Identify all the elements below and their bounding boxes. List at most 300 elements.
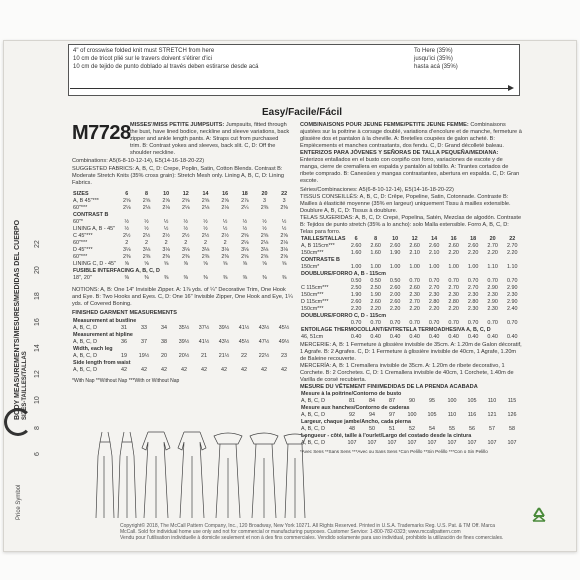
table-cell: 2.30: [428, 292, 440, 298]
size-header-label: TAILLES/TALLAS: [301, 236, 346, 242]
row-label: A, B, C, D: [73, 339, 97, 345]
table-cell: 126: [507, 412, 517, 418]
table-row: [72, 268, 294, 275]
table-cell: 37½: [198, 325, 210, 331]
english-combinations: Combinations: A5(6-8-10-12-14), E5(14-16-18-20-22): [72, 158, 205, 164]
table-cell: 2.70: [487, 243, 498, 249]
table-cell: 2: [203, 240, 207, 246]
english-notions: NOTIONS: A, B: One 14" Invisible Zipper. A: 1⅞ yds. of ¼" Decorative Trim, One Hook and Eye. B: Two Hooks and Eyes. C, D: One 16" Invisible Zipper, One Hook and Eye, 1¼ yds. of Covered Boning.: [72, 287, 293, 307]
table-cell: 39½: [178, 339, 190, 345]
table-cell: 2.70: [428, 285, 440, 291]
table-cell: 21½: [218, 353, 230, 359]
english-nap-note: *With Nap **Without Nap ***With or Without Nap: [72, 378, 180, 384]
table-cell: 38: [161, 339, 167, 345]
table-cell: ½: [203, 226, 208, 232]
table-cell: ½: [242, 219, 248, 225]
table-cell: 1.90: [370, 292, 381, 298]
row-label: Longueur - côté, taille à l'ourlet/Largo del costado desde la cintura: [301, 433, 472, 439]
row-label: Largeur, chaque jambe/Ancho, cada pierna: [301, 419, 411, 425]
size-header-cell: 8: [144, 191, 148, 197]
table-cell: 1.00: [350, 264, 362, 270]
table-row: [300, 278, 522, 285]
table-cell: 57: [489, 426, 495, 432]
table-cell: 2: [223, 240, 227, 246]
table-cell: 0.50: [370, 278, 381, 284]
stretch-to-here-es: hasta acá (35%): [414, 64, 458, 70]
table-cell: 2.60: [370, 299, 381, 305]
table-cell: 50: [369, 426, 375, 432]
table-cell: 2⅜: [280, 205, 288, 211]
table-cell: 1.00: [448, 264, 459, 270]
table-cell: 2⅜: [142, 254, 151, 260]
table-cell: 97: [389, 412, 395, 418]
table-cell: 2.90: [506, 285, 518, 291]
table-cell: 107: [427, 440, 437, 446]
table-row: [300, 320, 522, 327]
table-cell: 19: [121, 353, 127, 359]
figure-a-front: [96, 432, 114, 518]
table-cell: 2½: [142, 233, 151, 239]
row-label: FUSIBLE INTERFACING A, B, C, D: [73, 268, 160, 274]
table-cell: 49½: [278, 339, 290, 345]
table-cell: 39½: [218, 325, 230, 331]
side-size-number: 6: [34, 452, 41, 456]
table-cell: 2.00: [389, 292, 401, 298]
table-cell: 2⅝: [241, 233, 249, 239]
table-cell: 100: [447, 398, 457, 404]
table-cell: 51: [389, 426, 395, 432]
row-label: Width, each leg: [73, 346, 113, 352]
table-cell: ⅝: [281, 261, 287, 267]
size-header-cell: 12: [411, 236, 418, 242]
row-label: Mesure à la poitrine/Contorno de busto: [301, 391, 402, 397]
row-label: CONTRAST B: [73, 212, 109, 218]
garment-line-drawings: [92, 428, 307, 520]
table-cell: ½: [262, 219, 267, 225]
table-cell: ⅝: [203, 261, 208, 267]
stretch-to-here-fr: jusqu'ici (35%): [414, 56, 453, 62]
table-row: [72, 205, 294, 212]
table-row: [72, 247, 294, 254]
footer-line-3: Vendu pour l'utilisation individuelle à domicile seulement et non à des fins commerciales. Vendido solamente para uso individual, prohibido la utilización de fines comerciales.: [120, 535, 504, 541]
side-label: BODY MEASUREMENTS/MESURES/MEDIDAS DEL CUERPO: [14, 219, 21, 420]
table-cell: 2.20: [487, 250, 498, 256]
table-row: [72, 318, 294, 325]
table-header-row: [72, 191, 294, 198]
table-cell: 2⅛: [221, 205, 229, 211]
table-cell: 0.40: [350, 334, 362, 340]
table-cell: 2⅜: [260, 205, 269, 211]
table-cell: 3⅛: [201, 247, 210, 253]
row-label: A, B, C, D: [73, 367, 97, 373]
table-cell: 1.60: [350, 250, 362, 256]
side-size-number: 12: [34, 370, 41, 378]
row-label: 60"*: [73, 219, 84, 225]
table-cell: 3: [282, 198, 286, 204]
table-cell: 105: [427, 412, 437, 418]
table-cell: 1.90: [350, 292, 362, 298]
table-cell: 41½: [198, 339, 210, 345]
table-cell: 2⅛: [123, 205, 131, 211]
recycle-icon: [528, 505, 550, 527]
table-cell: 2½: [221, 233, 229, 239]
table-cell: 2⅝: [221, 198, 229, 204]
table-cell: 56: [469, 426, 475, 432]
table-row: [300, 327, 522, 334]
table-cell: 20½: [178, 353, 190, 359]
table-cell: 0.40: [467, 334, 479, 340]
table-cell: ½: [183, 226, 189, 232]
table-cell: ½: [163, 219, 169, 225]
size-header-cell: 12: [182, 191, 189, 197]
table-cell: ⅝: [124, 261, 130, 267]
table-cell: 2.60: [467, 243, 479, 249]
table-cell: 0.70: [428, 278, 440, 284]
row-label: Measurement at bustline: [73, 318, 137, 324]
table-cell: 2⅝: [280, 233, 288, 239]
table-cell: 0.70: [506, 320, 518, 326]
table-row: [72, 198, 294, 205]
table-row: [300, 433, 522, 440]
row-label: A, B, C, D: [73, 353, 97, 359]
table-cell: 2⅜: [201, 254, 210, 260]
french-series: Séries/Combinaciones: A5(6-8-10-12-14), E5(14-16-18-20-22): [300, 187, 454, 193]
table-cell: 3⅛: [241, 247, 249, 253]
table-cell: 0.70: [448, 278, 459, 284]
mccall-logo-icon: [4, 408, 32, 436]
table-cell: 2⅜: [162, 254, 170, 260]
table-cell: 2⅛: [241, 240, 249, 246]
table-cell: 3⅛: [142, 247, 151, 253]
table-cell: 20: [161, 353, 167, 359]
row-label: [300, 320, 346, 327]
row-label: 150cm***: [301, 292, 324, 298]
stretch-line-en: 4" of crosswise folded knit must STRETCH from here: [73, 48, 215, 54]
table-cell: 36: [121, 339, 127, 345]
table-cell: 2.60: [389, 299, 401, 305]
english-yardage-table: [72, 191, 294, 282]
table-cell: 115: [507, 398, 517, 404]
stretch-line-fr: 10 cm de tricot plié sur le travers doivent s'étirer d'ici: [73, 56, 213, 62]
table-cell: 2⅝: [241, 254, 249, 260]
table-cell: 2.30: [487, 306, 498, 312]
row-label: LINING A, B - 45": [73, 226, 116, 232]
table-cell: 42: [141, 367, 147, 373]
table-cell: 0.70: [467, 278, 479, 284]
table-row: [300, 264, 522, 271]
table-cell: 0.70: [409, 320, 420, 326]
difficulty-label: Easy/Facile/Fácil: [262, 107, 343, 118]
table-row: [300, 292, 522, 299]
row-label: Mesure aux hanches/Contorno de caderas: [301, 405, 410, 411]
table-cell: ⅜: [144, 275, 149, 281]
table-cell: 2.60: [389, 243, 401, 249]
french-yardage-table: [300, 236, 522, 341]
table-cell: 84: [369, 398, 375, 404]
table-row: [300, 419, 522, 426]
table-cell: 45½: [278, 325, 290, 331]
table-row: [300, 299, 522, 306]
table-cell: 0.50: [389, 278, 401, 284]
size-header-cell: 18: [470, 236, 477, 242]
footer-line-2: McCall. Sold for individual home use only and not for commercial or manufacturing purposes. Customer Service: 1-800-782-0323; www.mccallpattern.com: [120, 529, 461, 535]
table-cell: 2.90: [487, 285, 498, 291]
table-cell: 54: [429, 426, 435, 432]
table-cell: 107: [487, 440, 497, 446]
table-cell: 2½: [182, 233, 190, 239]
table-cell: 34: [161, 325, 167, 331]
table-row: [72, 346, 294, 353]
table-row: [300, 412, 522, 419]
table-cell: 107: [367, 440, 377, 446]
table-cell: 2.30: [409, 292, 420, 298]
table-cell: ½: [281, 219, 287, 225]
table-cell: ½: [222, 219, 228, 225]
table-cell: 2⅜: [123, 254, 131, 260]
table-cell: ⅜: [222, 275, 228, 281]
table-cell: 1.00: [409, 264, 420, 270]
table-header-row: [300, 236, 522, 243]
english-desc: Jumpsuits, fitted through the bust, have lined bodice, neckline and sleeve variations, back zipper and ankle length pants. A: Straps cut from purchased trim. B: Contrast yokes and sleeves, back slit. C, D: Off the shoulder neckline.: [130, 122, 290, 156]
table-cell: 94: [369, 412, 375, 418]
row-label: C 115cm***: [301, 285, 329, 291]
row-label: A, B 45"***: [73, 198, 99, 204]
table-cell: 2⅛: [260, 240, 269, 246]
table-cell: 2.50: [350, 285, 362, 291]
row-label: Measurement at hipline: [73, 332, 133, 338]
table-cell: ⅝: [222, 261, 228, 267]
side-size-number: 18: [34, 292, 41, 300]
table-row: [72, 353, 294, 360]
row-label: 46, 51cm: [301, 334, 324, 340]
french-tissus: TISSUS CONSEILLÉS: A, B, C, D: Crêpe, Popeline, Satin, Cotonnade. Contraste B: Mailles à élasticité moyenne (35% en largeur) uniquement Tissu à mailles extensible. Doublure A, B, C, D: Tissus à doublure.: [300, 194, 511, 214]
table-cell: 2.30: [467, 306, 479, 312]
table-cell: 2½: [162, 233, 170, 239]
table-cell: 2.10: [428, 250, 440, 256]
table-row: [300, 398, 522, 405]
table-row: [300, 306, 522, 313]
french-desc: Combinaisons ajustées sur la poitrine à corsage doublé, variations d'encolure et de manche, fermeture à glissière dos et pantalon à la cheville. A: Bretelles coupées de galon acheté. B: Empiècements et manches contrastants, dos fendu. C, D: Grand décolleté baleau.: [300, 122, 522, 149]
table-cell: 2⅜: [182, 254, 190, 260]
table-cell: ½: [144, 219, 149, 225]
table-cell: 3⅛: [182, 247, 190, 253]
table-cell: 2.60: [350, 243, 362, 249]
table-row: [72, 332, 294, 339]
english-description: [130, 122, 290, 157]
table-cell: 0.70: [467, 320, 479, 326]
figure-b-front: [142, 432, 170, 518]
table-cell: 3⅛: [280, 247, 288, 253]
table-cell: 0.40: [389, 334, 401, 340]
row-label: A, B, C, D: [301, 398, 325, 404]
stretch-arrow-icon: [508, 85, 514, 91]
table-cell: 107: [347, 440, 357, 446]
table-cell: ⅜: [281, 275, 287, 281]
size-header-cell: 22: [509, 236, 516, 242]
row-label: CONTRASTE B: [301, 257, 340, 263]
table-cell: ½: [262, 226, 267, 232]
table-cell: ⅝: [183, 261, 189, 267]
model-number: M7728: [72, 122, 131, 144]
table-cell: 42: [161, 367, 167, 373]
table-cell: 2⅛: [162, 205, 170, 211]
table-cell: 2⅝: [123, 198, 131, 204]
side-size-number: 16: [34, 318, 41, 326]
table-cell: ⅜: [163, 275, 169, 281]
table-cell: 2.50: [370, 285, 381, 291]
table-cell: 2⅛: [142, 205, 151, 211]
table-cell: 2.20: [428, 306, 440, 312]
table-cell: 2.30: [487, 292, 498, 298]
side-size-number: 14: [34, 344, 41, 352]
table-row: [300, 271, 522, 278]
table-cell: 42: [201, 367, 207, 373]
french-mercerie: MERCERIE: A, B: 1 Fermeture à glissière invisible de 35cm. A: 1.20m de Galon décoratif, 1 Agrafe. B: 2 Agrafes. C, D: 1 Fermeture à glissière invisible de 40cm, 1 Agrafe, 1.20m de Baleine recouverte.: [300, 342, 522, 362]
table-cell: 1.10: [487, 264, 498, 270]
table-cell: 2.60: [428, 243, 440, 249]
table-cell: 1.00: [428, 264, 440, 270]
table-cell: 2.60: [409, 243, 420, 249]
table-cell: 110: [447, 412, 457, 418]
table-cell: ⅝: [262, 261, 267, 267]
table-cell: 22½: [258, 353, 270, 359]
table-cell: 2¼: [241, 205, 249, 211]
french-nap-note: *Avec Sens **Sans Sens ***Avec ou Sans Sens *Con Pelillo **Sin Pelillo ***Con o Sin Pelillo: [300, 449, 488, 454]
table-cell: 23: [281, 353, 287, 359]
table-cell: 21: [201, 353, 207, 359]
table-cell: ½: [203, 219, 208, 225]
table-cell: 2.20: [506, 250, 518, 256]
table-cell: 0.70: [409, 278, 420, 284]
table-cell: 33: [141, 325, 147, 331]
table-cell: 48: [349, 426, 355, 432]
table-cell: 0.70: [389, 320, 401, 326]
table-cell: 1.00: [389, 264, 401, 270]
table-cell: 42: [121, 367, 127, 373]
table-cell: 2.20: [409, 306, 420, 312]
table-cell: 43½: [218, 339, 230, 345]
table-cell: 2⅜: [221, 254, 229, 260]
row-label: D 45"***: [73, 247, 93, 253]
figure-b-back: [178, 432, 206, 518]
table-cell: 2⅛: [201, 205, 210, 211]
table-cell: 2: [184, 240, 188, 246]
table-cell: 107: [407, 440, 417, 446]
table-cell: 0.70: [506, 278, 518, 284]
table-cell: 0.70: [448, 320, 459, 326]
table-cell: 1.00: [370, 264, 381, 270]
table-cell: 0.40: [506, 334, 518, 340]
table-cell: ⅜: [183, 275, 189, 281]
table-cell: 107: [507, 440, 517, 446]
table-row: [300, 313, 522, 320]
table-cell: 100: [407, 412, 417, 418]
size-header-cell: 6: [354, 236, 358, 242]
table-row: [72, 339, 294, 346]
french-headline: COMBINAISONS POUR JEUNE FEMME/PETITE JEUNE FEMME:: [300, 122, 469, 128]
table-cell: 42: [281, 367, 287, 373]
table-cell: 2⅛: [280, 240, 288, 246]
table-cell: 0.40: [487, 334, 498, 340]
spanish-desc: Enterizos entallados en el busto con corpiño con forro, variaciones de escote y de manga, cierre de cremallera en espalda y pantalón al tobillo. A: Tirantes cortados de ribete comprado. B: Canesúes y mangas contrastantes, abertura en espalda. C, D: Gran escote.: [300, 157, 520, 184]
table-row: [300, 285, 522, 292]
table-cell: 22: [241, 353, 247, 359]
table-cell: 0.70: [350, 320, 362, 326]
table-cell: 42: [261, 367, 267, 373]
row-label: A, B, C, D: [301, 412, 325, 418]
table-cell: 2.20: [448, 250, 459, 256]
table-cell: 2.20: [370, 306, 381, 312]
size-header-cell: 20: [261, 191, 268, 197]
table-cell: 0.40: [409, 334, 420, 340]
table-row: [72, 325, 294, 332]
table-row: [300, 243, 522, 250]
table-cell: 42: [241, 367, 247, 373]
size-header-cell: 16: [222, 191, 229, 197]
table-cell: ½: [242, 226, 248, 232]
row-label: 150cm***: [301, 250, 324, 256]
table-cell: 2½: [201, 233, 210, 239]
table-cell: 2.60: [350, 299, 362, 305]
size-header-cell: 10: [163, 191, 170, 197]
table-cell: 121: [487, 412, 497, 418]
table-cell: 42: [221, 367, 227, 373]
table-cell: ½: [163, 226, 169, 232]
table-cell: 2.20: [448, 306, 459, 312]
english-suggested-fabrics: SUGGESTED FABRICS: A, B, C, D: Crepe, Poplin, Satin, Cotton Blends. Contrast B: Moderate Stretch Knits (35% cross grain): Stretch Mesh only. Lining A, B, C, D: Lining Fabrics.: [72, 166, 284, 186]
size-header-cell: 14: [431, 236, 438, 242]
table-cell: 81: [349, 398, 355, 404]
french-finished-table: [300, 391, 522, 447]
table-cell: 2.90: [506, 299, 518, 305]
table-cell: 2⅞: [241, 198, 249, 204]
table-cell: 3⅛: [162, 247, 170, 253]
table-cell: 3⅛: [123, 247, 131, 253]
table-cell: 2.10: [409, 250, 420, 256]
table-row: [300, 250, 522, 257]
size-header-label: SIZES: [73, 191, 89, 197]
table-cell: ⅝: [163, 261, 169, 267]
table-cell: ½: [124, 226, 130, 232]
row-label: DOUBLURE/FORRO A, B - 115cm: [301, 271, 386, 277]
row-label: LINING C, D - 45": [73, 261, 116, 267]
row-label: 18", 20": [73, 275, 92, 281]
row-label: ENTOILAGE THERMOCOLLANT/ENTRETELA TERMOADHESIVA A, B, C, D: [301, 327, 491, 333]
footer-line-1: Copyright© 2018, The McCall Pattern Company, Inc., 120 Broadway, New York 10271. All Rights Reserved. Printed in U.S.A. Trademarks Reg. U.S. Pat. & TM Off. Marca: [120, 523, 496, 529]
row-label: [300, 278, 346, 285]
table-cell: 116: [467, 412, 477, 418]
side-size-number: 8: [34, 426, 41, 430]
row-label: A, B, C, D: [73, 325, 97, 331]
french-finished-title: MESURE DU VÊTEMENT FINI/MEDIDAS DE LA PRENDA ACABADA: [300, 384, 478, 390]
table-cell: ½: [144, 226, 149, 232]
table-cell: ½: [281, 226, 287, 232]
table-cell: 2.60: [389, 285, 401, 291]
table-cell: 0.70: [370, 320, 381, 326]
table-row: [300, 440, 522, 447]
table-cell: 2⅝: [182, 198, 190, 204]
size-header-cell: 10: [392, 236, 399, 242]
table-cell: 2.40: [506, 306, 518, 312]
table-cell: ½: [222, 226, 228, 232]
table-cell: 2⅝: [162, 198, 170, 204]
table-cell: 47½: [258, 339, 270, 345]
side-size-number: 22: [34, 240, 41, 248]
table-row: [72, 240, 294, 247]
table-cell: 3⅛: [260, 247, 269, 253]
size-header-cell: 14: [202, 191, 209, 197]
stretch-to-here-en: To Here (35%): [414, 48, 453, 54]
